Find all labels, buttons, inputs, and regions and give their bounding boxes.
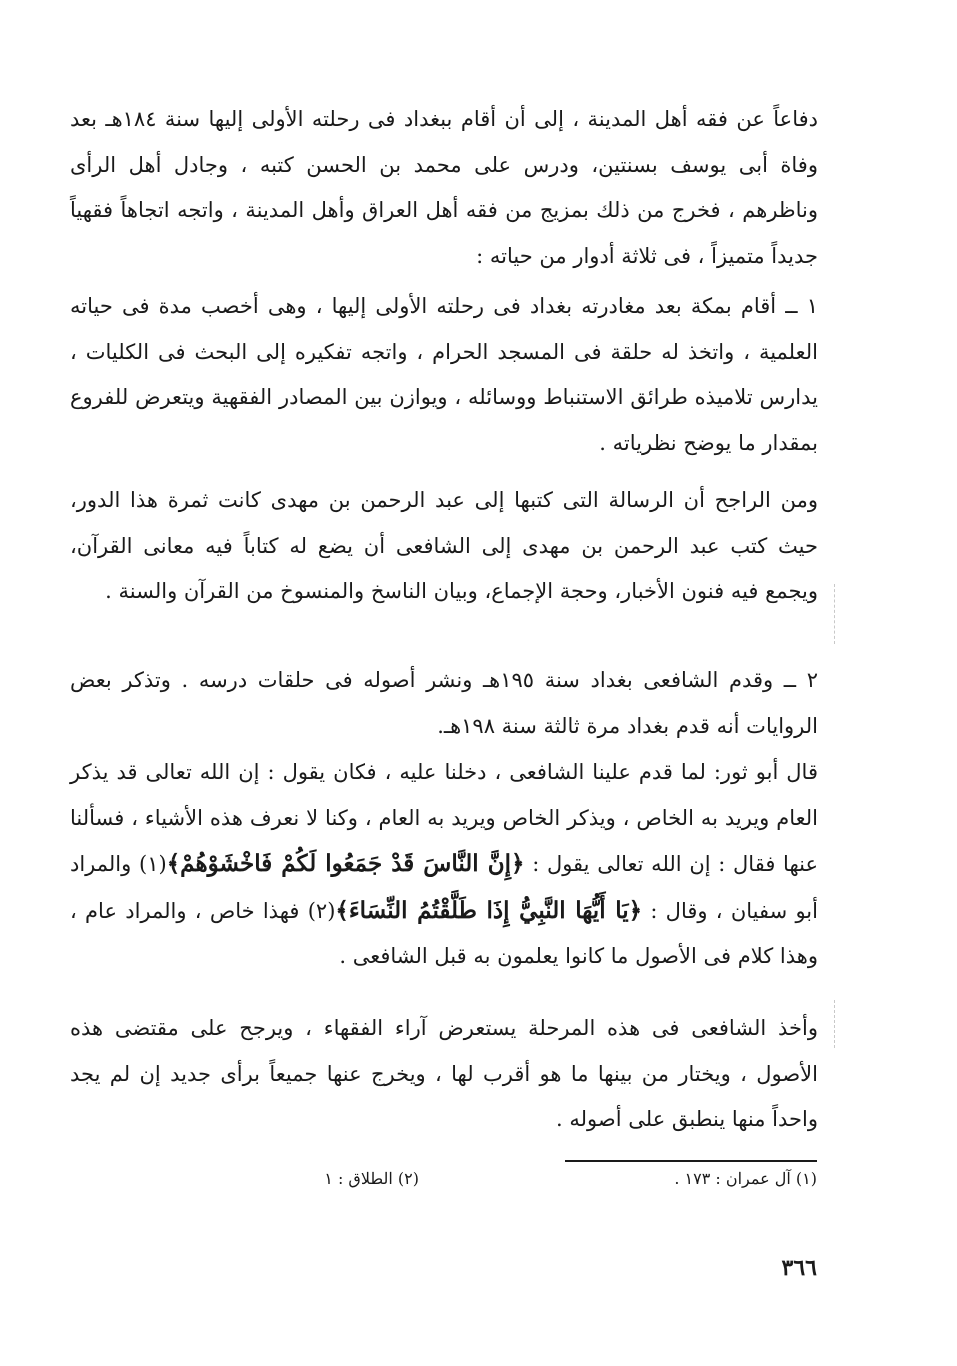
paragraph-risala: ومن الراجح أن الرسالة التى كتبها إلى عبد الرحمن بن مهدى كانت ثمرة هذا الدور، حيث كتب عبد الرحمن بن مهدى إلى الشافعى أن يضع له كتاباً فيه معانى القرآن، ويجمع فيه فنون الأخبار، وحجة الإجماع، وبيان الناسخ والمنسوخ من القرآن والسنة . [70,488,818,603]
margin-mark [834,1000,835,1048]
paragraph-first-phase: ١ ــ أقام بمكة بعد مغادرته بغداد فى رحلته الأولى إليها ، وهى أخصب مدة فى حياته العلمية ، واتخذ له حلقة فى المسجد الحرام ، واتجه تفكيره إلى البحث فى الكليات ، يدارس تلاميذه طرائق الاستنباط ووسائله ، ويوازن بين المصادر الفقهية ويتعرض للفروع بمقدار ما يوضح نظرياته . [70,294,818,455]
footnote-1: (١) آل عمران : ١٧٣ . [674,1169,817,1188]
paragraph-intro: دفاعاً عن فقه أهل المدينة ، إلى أن أقام ببغداد فى رحلته الأولى إليها سنة ١٨٤هـ بعد وفاة أبى يوسف بسنتين، ودرس على محمد بن الحسن كتبه ، وجادل أهل الرأى وناظرهم ، فخرج من ذلك بمزيج من فقه أهل العراق وأهل المدينة ، واتجه اتجاهاً فقهياً جديداً متميزاً ، فى ثلاثة أدوار من حياته : [70,107,818,268]
quran-verse-1: ﴿إِنَّ النَّاسَ قَدْ جَمَعُوا لَكُمْ فَاخْشَوْهُمْ﴾ [166,850,525,877]
quran-verse-2: ﴿يَا أَيُّهَا النَّبِيُّ إِذَا طَلَّقْتُمُ النِّسَاءَ﴾ [335,896,643,924]
footnote-divider [565,1160,817,1162]
abu-thawr-text-1: قال أبو ثور: لما قدم علينا الشافعى ، دخلنا عليه ، فكان يقول : إن الله تعالى قد يذكر العام ويريد به الخاص ، ويذكر الخاص ويريد به العام ، وكنا لا نعرف هذه الأشياء ، فسألنا عنها فقال : إن الله تعالى يقول : [70,760,818,876]
footnote-2: (٢) الطلاق : ١ [324,1169,419,1188]
page-number: ٣٦٦ [781,1255,817,1281]
paragraph-second-phase: ٢ ــ وقدم الشافعى بغداد سنة ١٩٥هـ ونشر أصوله فى حلقات درسه . وتذكر بعض الروايات أنه قدم بغداد مرة ثالثة سنة ١٩٨هـ. [70,668,818,738]
footnote-ref-2: (٢) [307,898,336,923]
footnote-ref-1: (١) [139,852,167,876]
paragraph-abu-thawr [70,750,818,980]
paragraph-comparison: وأخذ الشافعى فى هذه المرحلة يستعرض آراء الفقهاء ، ويرجح على مقتضى هذه الأصول ، ويختار من بينها ما هو أقرب لها ، ويخرج عنها جميعاً برأى جديد إن لم يجد واحداً منها ينطبق على أصوله . [70,1016,818,1131]
margin-mark [834,584,835,644]
abu-thawr-text-3: فهذا خاص ، والمراد عام ، وهذا كلام فى الأصول ما كانوا يعلمون به قبل الشافعى . [70,898,818,968]
abu-thawr-text-2: والمراد أبو سفيان ، وقال : [70,852,818,923]
